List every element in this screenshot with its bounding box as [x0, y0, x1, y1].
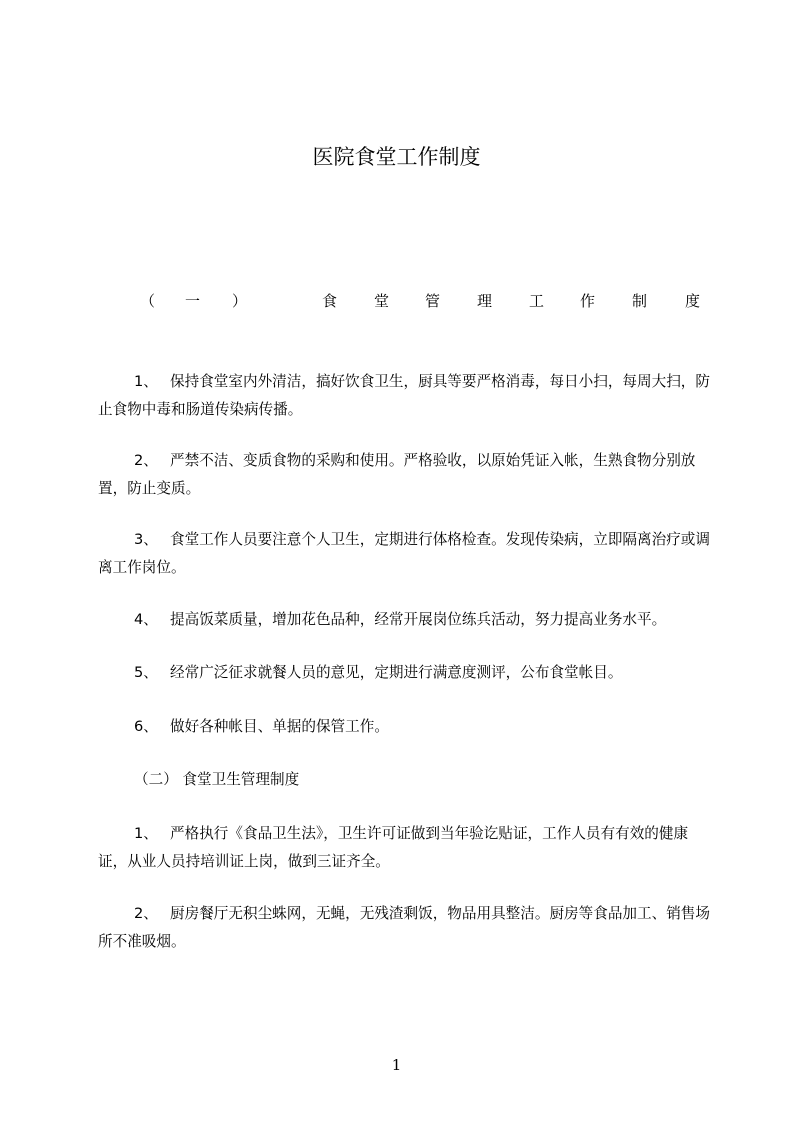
item-number: 1、 [134, 373, 158, 390]
item-number: 4、 [134, 611, 158, 628]
section-heading-2: （二） 食堂卫生管理制度 [134, 771, 300, 788]
heading-char: ） [232, 292, 248, 310]
item-number: 3、 [134, 531, 158, 548]
item-text: 厨房餐厅无积尘蛛网，无蝇，无残渣剩饭，物品用具整洁。厨房等食品加工、销售场所不准吸烟。 [98, 905, 710, 950]
list-item [98, 713, 710, 741]
list-item [98, 447, 710, 503]
heading-char: 食 [322, 292, 338, 310]
item-text: 提高饭菜质量，增加花色品种，经常开展岗位练兵活动，努力提高业务水平。 [170, 611, 667, 628]
item-text: 食堂工作人员要注意个人卫生，定期进行体格检查。发现传染病，立即隔离治疗或调离工作岗位。 [98, 531, 710, 576]
heading-char: （ [140, 292, 156, 310]
heading-char: 度 [685, 292, 701, 310]
heading-char: 理 [477, 292, 493, 310]
document-title: 医院食堂工作制度 [312, 145, 481, 169]
item-number: 2、 [134, 452, 158, 469]
page-number: 1 [391, 1056, 402, 1074]
item-text: 严格执行《食品卫生法》，卫生许可证做到当年验讫贴证，工作人员有有效的健康证，从业人员持培训证上岗，做到三证齐全。 [98, 825, 689, 870]
heading-char: 堂 [374, 292, 390, 310]
heading-char: 一 [185, 292, 201, 310]
list-item [98, 659, 710, 687]
list-item [98, 526, 710, 582]
list-item [98, 900, 710, 956]
item-number: 5、 [134, 664, 158, 681]
item-text: 保持食堂室内外清洁，搞好饮食卫生，厨具等要严格消毒，每日小扫，每周大扫，防止食物中毒和肠道传染病传播。 [98, 373, 710, 418]
list-item [98, 820, 710, 876]
heading-char: 工 [529, 292, 545, 310]
item-text: 经常广泛征求就餐人员的意见，定期进行满意度测评，公布食堂帐目。 [170, 664, 623, 681]
heading-char: 作 [580, 292, 596, 310]
item-number: 6、 [134, 718, 158, 735]
section-heading-1 [140, 288, 704, 314]
item-number: 1、 [134, 825, 158, 842]
item-number: 2、 [134, 905, 158, 922]
list-item [98, 368, 710, 424]
item-text: 严禁不洁、变质食物的采购和使用。严格验收，以原始凭证入帐，生熟食物分别放置，防止变质。 [98, 452, 696, 497]
heading-char: 制 [632, 292, 648, 310]
heading-char: 管 [425, 292, 441, 310]
list-item [98, 606, 710, 634]
item-text: 做好各种帐目、单据的保管工作。 [170, 718, 389, 735]
